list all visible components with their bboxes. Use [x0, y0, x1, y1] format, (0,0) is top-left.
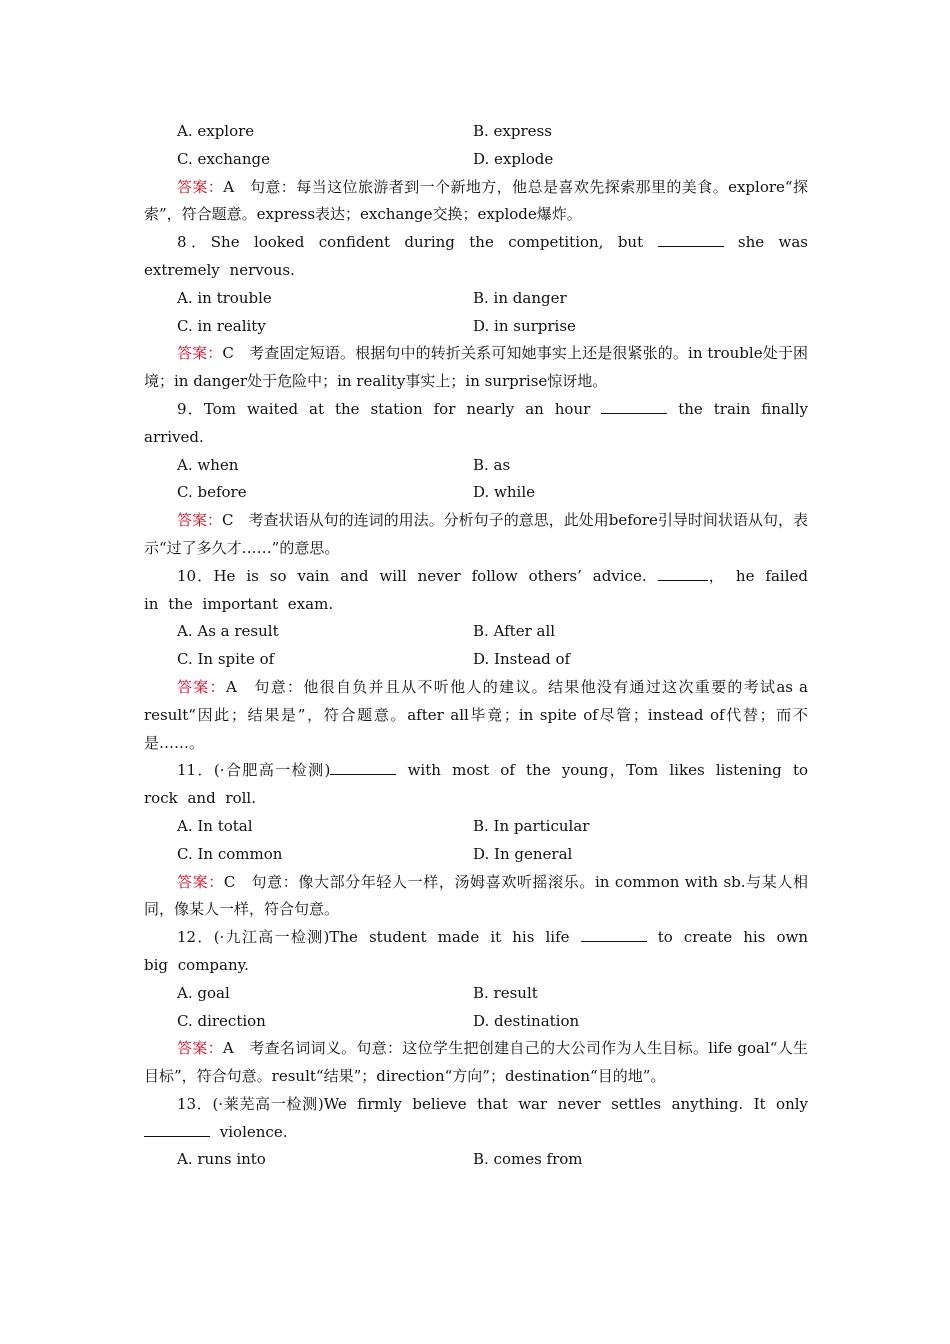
answer-blank — [581, 927, 647, 942]
option: C. exchange — [177, 149, 270, 168]
answer-label: 答案： — [177, 1039, 223, 1058]
option: A. when — [177, 455, 239, 474]
answer-label: 答案： — [177, 872, 224, 891]
answer-label: 答案： — [177, 511, 223, 530]
q11-options — [144, 813, 808, 869]
q10-options — [144, 618, 808, 674]
option: A. In total — [177, 816, 253, 835]
option: C. before — [177, 483, 247, 502]
q7-answer — [144, 174, 808, 230]
q12-options — [144, 980, 808, 1036]
option: A. in trouble — [177, 288, 272, 307]
answer-label: 答案： — [177, 677, 226, 696]
q13-options — [144, 1146, 808, 1174]
answer-blank — [601, 399, 667, 414]
option: B. result — [473, 983, 538, 1002]
q9-answer — [144, 507, 808, 563]
option: B. In particular — [473, 816, 590, 835]
answer-explanation: A 句意：他很自负并且从不听他人的建议。结果他没有通过这次重要的考试as a result“因此；结果是”，符合题意。after all毕竟；in spite of尽管；instead of代替；而不是……。 — [144, 677, 808, 752]
option: C. In common — [177, 844, 283, 863]
answer-label: 答案： — [177, 177, 224, 196]
stem-text: 11．(·合肥高一检测) — [177, 761, 331, 780]
option: D. In general — [473, 844, 573, 863]
q12-answer — [144, 1035, 808, 1091]
stem-text: 8．She looked confident during the competition, but — [177, 233, 644, 252]
stem-text: 12．(·九江高一检测)The student made it his life — [177, 928, 570, 947]
q11-answer — [144, 869, 808, 925]
answer-blank — [144, 1122, 210, 1137]
option: B. in danger — [473, 288, 567, 307]
option: D. explode — [473, 149, 554, 168]
stem-text: 13．(·莱芜高一检测)We firmly believe that war never settles anything. It only — [177, 1094, 808, 1113]
answer-blank — [330, 760, 396, 775]
stem-text: she was extremely nervous. — [144, 233, 808, 279]
stem-text: 9．Tom waited at the station for nearly an hour — [177, 399, 591, 418]
stem-text: the train finally arrived. — [144, 399, 808, 446]
option: C. direction — [177, 1011, 266, 1030]
answer-blank — [658, 232, 724, 247]
answer-blank — [658, 566, 708, 581]
option: D. destination — [473, 1011, 580, 1030]
option: C. In spite of — [177, 650, 275, 669]
option: C. in reality — [177, 316, 266, 335]
answer-explanation: A 考查名词词义。句意：这位学生把创建自己的大公司作为人生目标。life goal“人生目标”，符合句意。result“结果”；direction“方向”；destination“目的地”。 — [144, 1039, 808, 1086]
answer-label: 答案： — [177, 344, 223, 363]
stem-text: with most of the young，Tom likes listening to rock and roll. — [144, 761, 809, 808]
option: D. while — [473, 483, 535, 502]
q12-stem — [144, 924, 808, 980]
option: B. After all — [473, 622, 556, 641]
stem-text: ， he failed in the important exam. — [144, 566, 808, 613]
q13-stem — [144, 1091, 808, 1147]
answer-explanation: C 考查固定短语。根据句中的转折关系可知她事实上还是很紧张的。in trouble处于困境；in danger处于危险中；in reality事实上；in surprise惊讶地。 — [144, 344, 808, 391]
q7-options — [144, 118, 808, 174]
stem-text: to create his own big company. — [144, 928, 808, 974]
option: A. goal — [177, 983, 230, 1002]
answer-explanation: A 句意：每当这位旅游者到一个新地方，他总是喜欢先探索那里的美食。explore“探索”，符合题意。express表达；exchange交换；explode爆炸。 — [144, 177, 808, 224]
option: A. explore — [177, 122, 255, 140]
stem-text: violence. — [219, 1122, 288, 1141]
q8-stem — [144, 229, 808, 285]
option: D. in surprise — [473, 316, 576, 335]
q11-stem — [144, 757, 808, 813]
option: B. comes from — [473, 1150, 583, 1169]
q10-answer — [144, 674, 808, 757]
answer-explanation: C 考查状语从句的连词的用法。分析句子的意思，此处用before引导时间状语从句，表示“过了多久才……”的意思。 — [144, 511, 808, 557]
q9-stem — [144, 396, 808, 452]
option: B. express — [473, 122, 552, 140]
q10-stem — [144, 563, 808, 619]
q8-answer — [144, 340, 808, 396]
answer-explanation: C 句意：像大部分年轻人一样，汤姆喜欢听摇滚乐。in common with sb.与某人相同，像某人一样，符合句意。 — [144, 872, 808, 919]
option: A. As a result — [177, 622, 279, 641]
q9-options — [144, 452, 808, 508]
option: A. runs into — [177, 1150, 266, 1169]
option: B. as — [473, 455, 511, 474]
document-page — [144, 118, 808, 1174]
stem-text: 10．He is so vain and will never follow others’ advice. — [177, 566, 647, 585]
q8-options — [144, 285, 808, 341]
option: D. Instead of — [473, 650, 571, 669]
